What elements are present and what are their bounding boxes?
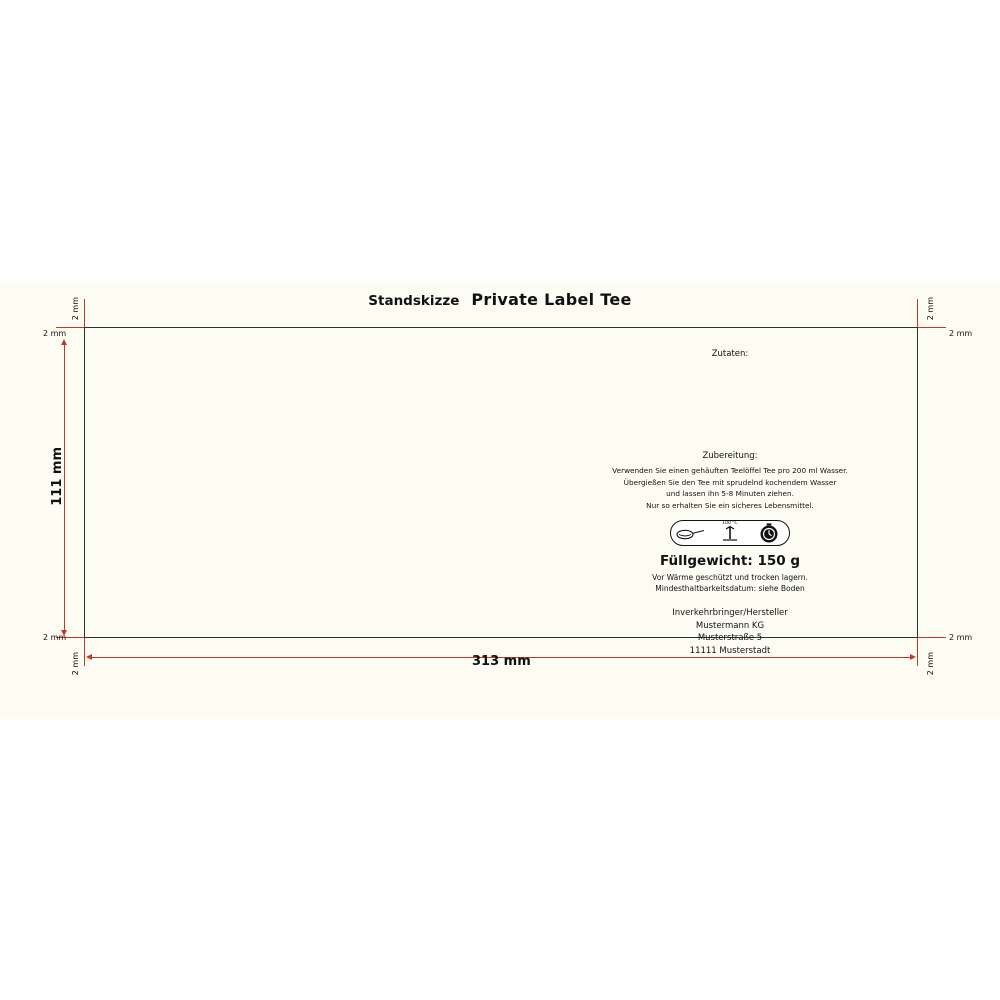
- preparation-text: [560, 465, 900, 511]
- bleed-tick-top-right-vertical: [917, 299, 918, 327]
- manufacturer-line: Inverkehrbringer/Hersteller: [672, 608, 788, 619]
- temperature-icon: [713, 522, 747, 544]
- preparation-line: Übergießen Sie den Tee mit sprudelnd kochendem Wasser: [623, 477, 837, 487]
- preparation-heading: Zubereitung:: [702, 451, 758, 461]
- width-dimension-label: 313 mm: [472, 654, 531, 669]
- manufacturer-block: [560, 607, 900, 657]
- height-dimension-label: 111 mm: [50, 447, 65, 506]
- preparation-line: Nur so erhalten Sie ein sicheres Lebensmittel.: [646, 500, 814, 510]
- bleed-label-bottom-right: 2 mm: [926, 652, 935, 676]
- timer-icon: [752, 522, 786, 544]
- height-arrow-bottom: [61, 630, 67, 636]
- preparation-line: Verwenden Sie einen gehäuften Teelöffel Tee pro 200 ml Wasser.: [612, 466, 848, 475]
- temperature-value: 100 °C: [722, 520, 738, 526]
- bleed-label-top-right: 2 mm: [926, 297, 935, 321]
- bleed-tick-right-top-horizontal: [918, 327, 946, 328]
- height-arrow-top: [61, 339, 67, 345]
- page-title: [0, 290, 1000, 310]
- bleed-label-left-bottom: 2 mm: [43, 633, 67, 642]
- bleed-tick-left-top-horizontal: [56, 327, 84, 328]
- storage-line: Mindesthaltbarkeitsdatum: siehe Boden: [655, 584, 805, 594]
- manufacturer-line: Mustermann KG: [695, 620, 765, 631]
- bleed-label-bottom-left: 2 mm: [71, 652, 80, 676]
- fill-weight: Füllgewicht: 150 g: [659, 553, 801, 570]
- bleed-tick-bottom-right-vertical: [917, 638, 918, 666]
- manufacturer-line: Musterstraße 5: [697, 633, 763, 644]
- width-arrow-right: [910, 654, 916, 660]
- storage-line: Vor Wärme geschützt und trocken lagern.: [652, 573, 808, 583]
- storage-text: [560, 572, 900, 594]
- bleed-label-right-bottom: 2 mm: [949, 633, 973, 642]
- preparation-pictogram: [670, 520, 790, 546]
- bleed-label-left-top: 2 mm: [43, 329, 67, 338]
- page-title-sub: Private Label Tee: [471, 290, 632, 309]
- label-content: [560, 345, 900, 657]
- bleed-label-right-top: 2 mm: [949, 329, 973, 338]
- bleed-tick-top-left-vertical: [84, 299, 85, 327]
- width-arrow-left: [86, 654, 92, 660]
- teaspoon-icon: [674, 522, 708, 544]
- bleed-label-top-left: 2 mm: [71, 297, 80, 321]
- preparation-line: und lassen ihn 5-8 Minuten ziehen.: [666, 489, 794, 499]
- manufacturer-line: 11111 Musterstadt: [689, 645, 771, 656]
- page-title-main: Standskizze: [368, 293, 460, 309]
- bleed-tick-right-bottom-horizontal: [918, 637, 946, 638]
- bleed-tick-bottom-left-vertical: [84, 638, 85, 666]
- ingredients-heading: Zutaten:: [711, 349, 749, 359]
- pictogram-container: [560, 520, 900, 546]
